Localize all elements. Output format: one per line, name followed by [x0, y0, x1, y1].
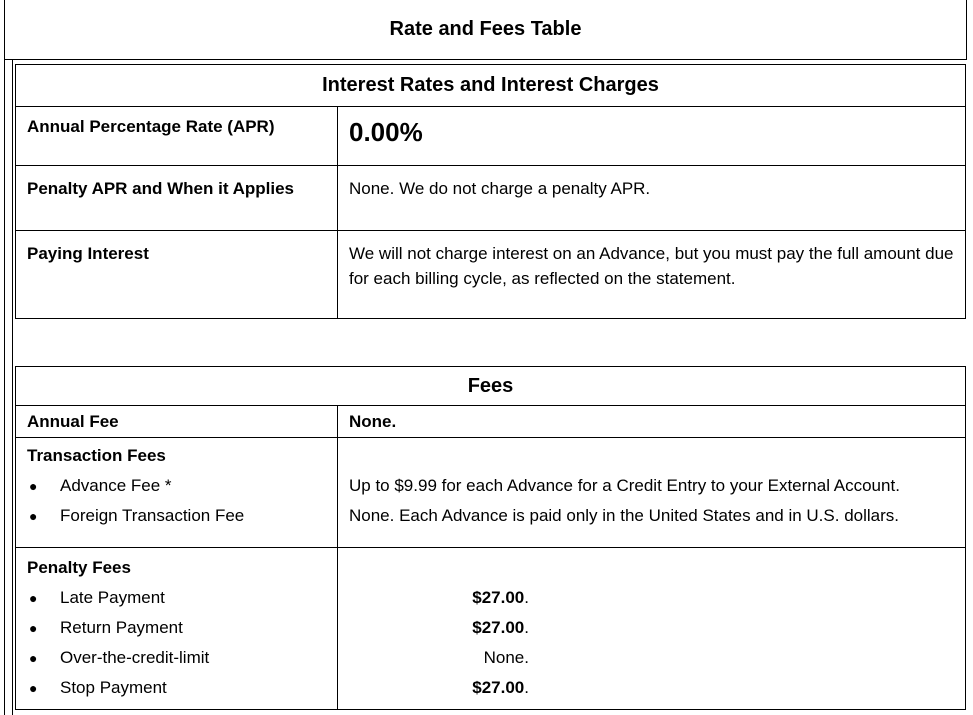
stop-payment-amount: $27.00 . [472, 678, 529, 697]
list-item [27, 613, 326, 643]
list-item [27, 673, 326, 703]
paying-interest-value: We will not charge interest on an Advance, but you must pay the full amount due for each billing cycle, as reflected on the statement. [338, 231, 966, 319]
table-row [16, 548, 966, 710]
table-row [16, 166, 966, 231]
bullet-icon: ● [29, 620, 38, 636]
advance-fee-label: Advance Fee * [60, 476, 172, 495]
apr-label: Annual Percentage Rate (APR) [16, 107, 338, 166]
bullet-icon: ● [29, 478, 38, 494]
bullet-icon: ● [29, 650, 38, 666]
over-limit-amount: None. [483, 648, 529, 667]
transaction-fees-cell [16, 438, 338, 548]
return-payment-amount: $27.00 . [472, 618, 529, 637]
late-payment-amount: $27.00 . [472, 588, 529, 607]
late-payment-label: Late Payment [60, 588, 165, 607]
transaction-fees-title: Transaction Fees [27, 446, 166, 465]
bullet-icon: ● [29, 590, 38, 606]
foreign-fee-value: None. Each Advance is paid only in the United States and in U.S. dollars. [349, 506, 899, 525]
table-row [16, 231, 966, 319]
list-item [27, 501, 326, 531]
penalty-apr-label: Penalty APR and When it Applies [16, 166, 338, 231]
inner-border-rule [12, 60, 13, 715]
foreign-fee-label: Foreign Transaction Fee [60, 506, 245, 525]
return-payment-label: Return Payment [60, 618, 183, 637]
annual-fee-label: Annual Fee [16, 406, 338, 438]
stop-payment-label: Stop Payment [60, 678, 167, 697]
list-item [27, 471, 326, 501]
table-row [16, 438, 966, 548]
advance-fee-value: Up to $9.99 for each Advance for a Credit Entry to your External Account. [349, 476, 900, 495]
annual-fee-value: None. [338, 406, 966, 438]
penalty-fees-values [338, 548, 966, 710]
interest-rates-table [15, 64, 966, 319]
list-item [27, 583, 326, 613]
outer-border-rule [4, 60, 5, 715]
over-limit-label: Over-the-credit-limit [60, 648, 210, 667]
paying-interest-label: Paying Interest [16, 231, 338, 319]
interest-section-header: Interest Rates and Interest Charges [16, 65, 966, 107]
page-title: Rate and Fees Table [4, 0, 967, 60]
table-row [16, 107, 966, 166]
penalty-apr-value: None. We do not charge a penalty APR. [338, 166, 966, 231]
fees-table [15, 366, 966, 710]
bullet-icon: ● [29, 680, 38, 696]
penalty-fees-title: Penalty Fees [27, 558, 131, 577]
transaction-fees-values [338, 438, 966, 548]
list-item [27, 643, 326, 673]
fees-section-header: Fees [16, 367, 966, 406]
table-row [16, 406, 966, 438]
bullet-icon: ● [29, 508, 38, 524]
apr-value: 0.00% [338, 107, 966, 166]
penalty-fees-cell [16, 548, 338, 710]
